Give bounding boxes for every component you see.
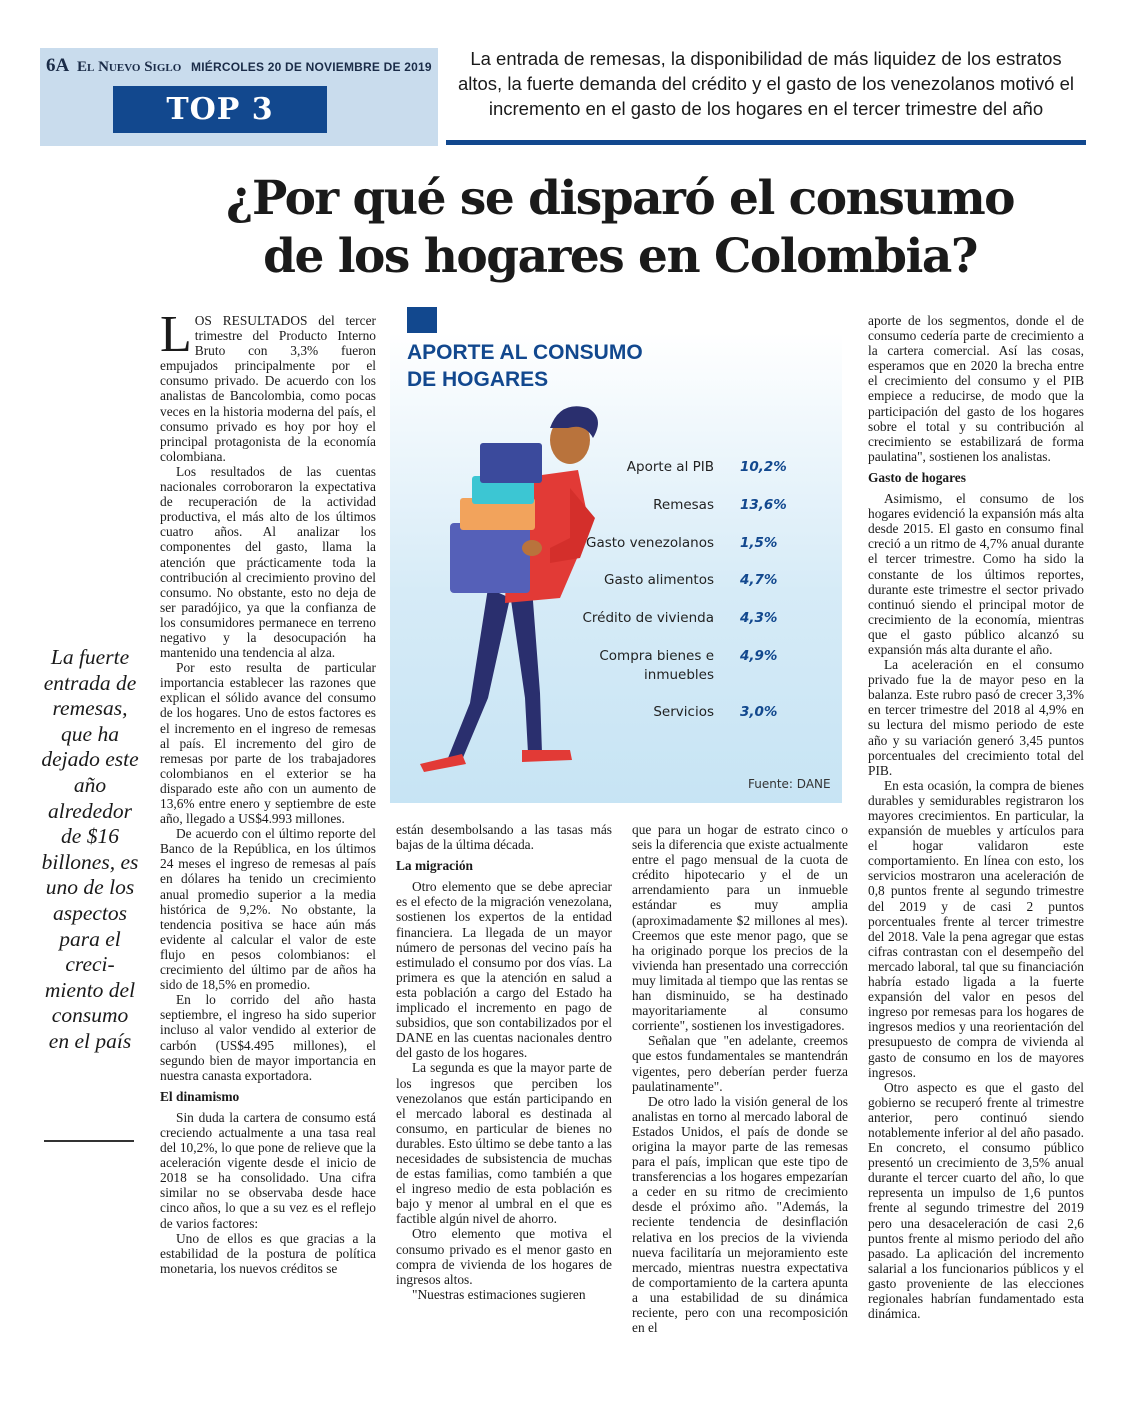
headline-line-1: ¿Por qué se disparó el consumo [225, 171, 1015, 226]
paragraph: La aceleración en el consumo privado fue la de mayor peso en la balanza. Este rubro pasó de crecer 3,3% en tercer trimestre del 2018 al 4,9% en su lectura del mismo periodo de este año y su variación generó 3,45 puntos porcentuales del crecimiento total del PIB. [868, 657, 1084, 778]
lead-caps: OS RESULTADOS [194, 313, 308, 328]
folio [46, 55, 432, 77]
paragraph: Los resultados de las cuentas nacionales corroboraron la expectativa de recuperación de la actividad productiva, el más alto de los últimos cuatro años. Al analizar los componentes del gasto, llama la atención que prácticamente toda la contribución al crecimiento provino del consumo. No obstante, esto no deja de ser paradójico, ya que la confianza de los consumidores permanece en terreno negativo y la desocupación ha mantenido una tendencia al alza. [160, 463, 376, 661]
article-column-1 [160, 306, 376, 1276]
paragraph: Otro aspecto es que el gasto del gobierno se recuperó frente al trimestre anterior, pero continuó siendo notablemente inferior al del año pasado. En concreto, el consumo público presentó un crecimiento de 3,5% anual durante el tercer cuarto del año, lo que representa un impulso de 1,6 puntos frente al segundo trimestre del 2019 pero una desaceleración de casi 2,6 puntos frente al mismo periodo del año pasado. La aplicación del incremento salarial a los funcionarios públicos y el gasto proveniente de las elecciones regionales habrían fundamentado esta dinámica. [868, 1079, 1084, 1322]
paragraph: Otro elemento que motiva el consumo privado es el menor gasto en compra de vivienda de los hogares de ingresos altos. [396, 1226, 612, 1287]
subheadline: La entrada de remesas, la disponibilidad de más liquidez de los estratos altos, la fuerte demanda del crédito y el gasto de los venezolanos motivó el incremento en el gasto de los hogares en el tercer trimestre del año [457, 48, 1074, 119]
subheading: El dinamismo [160, 1088, 240, 1104]
article-column-3 [396, 822, 612, 1302]
man-carrying-boxes-illustration [410, 398, 610, 788]
paragraph: "Nuestras estimaciones sugieren [412, 1286, 586, 1302]
newspaper-name: El Nuevo Siglo [76, 59, 182, 75]
article-column-4 [632, 822, 848, 1335]
page-number: 6A [46, 55, 70, 76]
paragraph: Sin duda la cartera de consumo está creciendo actualmente a una tasa real del 10,2%, lo que pone de relieve que la aceleración vigente desde el inicio de 2018 se ha consolidado. Una cifra similar no se observaba desde hace cinco años, lo que a su vez es el reflejo de varios factores: [160, 1109, 376, 1231]
paragraph: Otro elemento que se debe apreciar es el efecto de la migración venezolana, sostienen los expertos de la entidad financiera. La llegada de un mayor número de personas del vecino país ha estimulado el consumo por dos vías. La primera es que la atención en salud a esta población a cargo del Estado ha implicado el incremento en pago de subsidios, que son contabilizados por el DANE en las cuentas nacionales dentro del gasto de los hogares. [396, 879, 612, 1061]
drop-cap: L [160, 306, 192, 363]
paragraph: que para un hogar de estrato cinco o seis la diferencia que existe actualmente entre el pago mensual de la cuota de crédito hipotecario y el de un arrendamiento para un inmueble estándar es muy amplia (aproximadamente $2 millones al mes). Creemos que este menor pago, que se ha originado porque los precios de la vivienda han presentado una corrección muy limitada al tiempo que las rentas se han disminuido, se ha destinado mayoritariamente al consumo corriente", sostienen los investigadores. [632, 822, 848, 1034]
infographic: APORTE AL CONSUMO DE HOGARES Aporte al PIB 10,2% Remesas 13,6% Gasto venezolanos 1,5% Gasto alimentos 4,7% Crédito de vivienda 4,3% Compra bienes e inmuebles 4,9% Servicios 3,0% Fuente: DANE [390, 303, 842, 803]
section-label: TOP 3 [113, 86, 327, 133]
paragraph: En lo corrido del año hasta septiembre, el ingreso ha sido superior incluso al valor vendido al exterior de carbón (US$4.495 millones), el segundo bien de mayor importancia en nuestra canasta exportadora. [160, 992, 376, 1083]
paragraph: aporte de los segmentos, donde el de consumo cedería parte de crecimiento a la cartera comercial. Así las cosas, esperamos que en 2020 la brecha entre el crecimiento del consumo y el PIB empiece a reducirse, de modo que la participación del gasto de los hogares sobre el total y su contribución al crecimiento se estabilizará de forma paulatina", sostienen los analistas. [868, 313, 1084, 464]
article-column-5 [868, 313, 1084, 1321]
subheading: Gasto de hogares [868, 469, 966, 485]
paragraph: Por esto resulta de particular importancia establecer las razones que explican el sólido avance del consumo de los hogares. Uno de estos factores es el incremento en el ingreso de remesas al país. El incremento del giro de remesas por parte de los trabajadores colombianos en el exterior se ha disparado este año con un aumento de 13,6% entre enero y septiembre de este año, llegado a US$4.993 millones. [160, 660, 376, 827]
paragraph: De otro lado la visión general de los analistas en torno al mercado laboral de Estados Unidos, el país de donde se origina la mayor parte de las remesas para el país, implican que este tipo de transferencias a los hogares empezarían a ceder en su ritmo de crecimiento desde el próximo año. "Además, la reciente tendencia de desinflación relativa en los precios de la vivienda nueva facilitaría un mejoramiento este mercado, mientras nuestra expectativa de comportamiento de la cartera apunta a una estabilidad de su dinámica reciente, pero con una recomposición en el [632, 1093, 848, 1336]
paragraph: Señalan que "en adelante, creemos que estos fundamentales se mantendrán vigentes, pero deberían perder fuerza paulatinamente". [632, 1033, 848, 1094]
infographic-source: Fuente: DANE [748, 777, 831, 791]
issue-date: MIÉRCOLES 20 DE NOVIEMBRE DE 2019 [191, 60, 432, 74]
pull-quote-rule [44, 1140, 134, 1142]
infographic-title: APORTE AL CONSUMO DE HOGARES [407, 341, 643, 391]
subheading: La migración [396, 858, 473, 874]
infographic-marker [407, 307, 437, 333]
paragraph: LOS RESULTADOS del tercer trimestre del Producto Interno Bruto con 3,3% fueron empujados principalmente por el consumo privado. De acuerdo con los analistas de Bancolombia, como pocas veces en la historia moderna del país, el consumo privado es hoy por hoy el principal protagonista de la economía colombiana. [160, 306, 376, 464]
paragraph: De acuerdo con el último reporte del Banco de la República, en los últimos 24 meses el ingreso de remesas al país en dólares ha tenido un crecimiento anual promedio superior a la media histórica de 9,2%. No obstante, la tendencia positiva se hace aún más evidente al calcular el valor de este flujo en pesos colombianos: el crecimiento del último par de años ha sido de 18,5% en promedio. [160, 826, 376, 993]
headline [150, 170, 1090, 286]
pull-quote: La fuerte entrada de remesas, que ha dejado este año alrededor de $16 billones, es uno de los aspectos para el creci- miento del consumo en el país [41, 645, 139, 1053]
paragraph: Asimismo, el consumo de los hogares evidenció la expansión más alta desde 2015. El gasto en consumo final creció a un ritmo de 4,7% anual durante el tercer trimestre. Como ha sido la constante de los últimos reportes, durante este trimestre el sector privado continuó siendo el principal motor de crecimiento de la economía, mientras que el gasto público alcanzó su expansión más alta durante el año. [868, 491, 1084, 657]
headline-line-2: de los hogares en Colombia? [263, 229, 977, 284]
paragraph: están desembolsando a las tasas más bajas de la última década. [396, 822, 612, 853]
paragraph: La segunda es que la mayor parte de los ingresos que perciben los venezolanos que están participando en el mercado laboral es destinada al consumo, en particular de bienes no durables. Esto último se debe tanto a las necesidades de subsistencia de muchas de estas familias, como también a que el ingreso medio de esta población es bajo y menor al umbral en el que es factible algún nivel de ahorro. [396, 1060, 612, 1227]
paragraph: Uno de ellos es que gracias a la estabilidad de la postura de política monetaria, los nuevos créditos se [160, 1230, 376, 1276]
paragraph: En esta ocasión, la compra de bienes durables y semidurables registraron los mayores crecimientos. En particular, la expansión de muebles y artículos para el hogar validaron este comportamiento. En línea con esto, los servicios mostraron una aceleración de 0,8 puntos frente al segundo trimestre del 2019 y de casi 2 puntos porcentuales frente al tercer trimestre del 2018. Vale la pena agregar que estas cifras contrastan con el desempeño del mercado laboral, tal que su financiación habría estado ligada a la fuerte expansión del valor en pesos del ingreso por remesas para los hogares de ingresos medios y una reorientación del presupuesto de compra de vivienda al gasto de consumo en los de mayores ingresos. [868, 777, 1084, 1080]
header-rule [446, 140, 1086, 145]
